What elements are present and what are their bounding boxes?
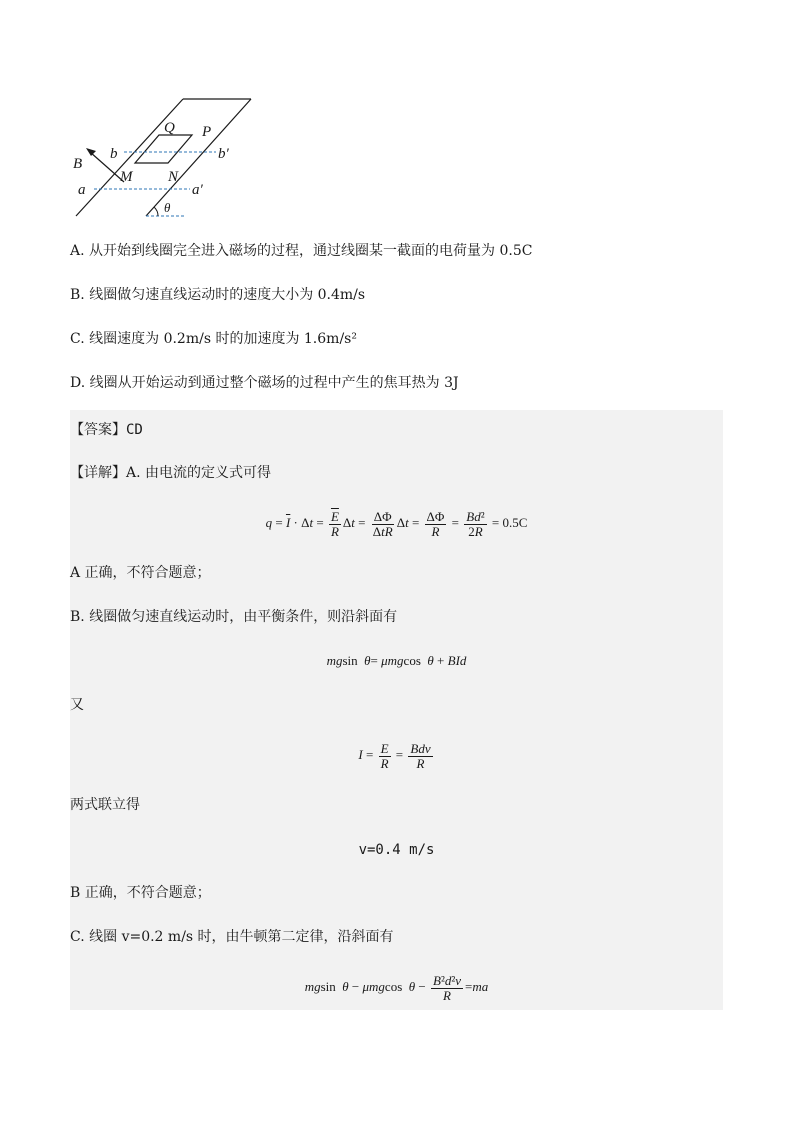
label-p: P: [202, 124, 212, 140]
label-a-prime: a′: [192, 182, 203, 198]
label-a: a: [78, 182, 86, 198]
arrowhead-icon: [86, 148, 96, 156]
velocity-result: v=0.4 m/s: [358, 842, 435, 858]
detail-a-text: A. 由电流的定义式可得: [126, 465, 272, 481]
label-n: N: [168, 169, 179, 185]
label-b-prime: b′: [218, 146, 229, 162]
detail-a-intro: [70, 463, 723, 483]
equation-balance: mgsin θ= μmgcos θ + BId: [326, 653, 467, 668]
detail-b-conclusion: B 正确，不符合题意；: [70, 885, 211, 901]
label-theta: θ: [164, 200, 171, 215]
detail-a-conclusion: A 正确，不符合题意；: [70, 565, 211, 581]
equation-newton: mgsin θ − μmgcos θ − $\frac{\text{B²d²v}}{R}$ =ma: [304, 972, 489, 1003]
incline-magnetic-field-diagram: [68, 92, 268, 222]
detail-tag: 【详解】: [70, 465, 126, 481]
equation-charge: $q = \overline{I} \cdot \Delta t$ = $\frac{\overline{E}}{R}$ Δt = $\frac{\Delta\Phi}{\text{ΔtR}}$ Δt = $\frac{\Delta\Phi}{R}$ = $\frac{\text{Bd²}}{2R}$ = 0.5C: [265, 508, 528, 539]
option-c: C. 线圈速度为 0.2m/s 时的加速度为 1.6m/s²: [70, 331, 357, 347]
equation-current: I = $\frac{E}{R}$ = $\frac{\text{Bdv}}{R}$: [358, 740, 431, 771]
option-b: B. 线圈做匀速直线运动时的速度大小为 0.4m/s: [70, 287, 366, 303]
detail-b-intro: B. 线圈做匀速直线运动时，由平衡条件，则沿斜面有: [70, 609, 398, 625]
field-b-arrow: [90, 152, 124, 182]
label-b: b: [110, 146, 118, 162]
detail-c-intro: C. 线圈 v=0.2 m/s 时，由牛顿第二定律，沿斜面有: [70, 929, 394, 945]
label-q: Q: [164, 120, 175, 136]
detail-you: 又: [70, 697, 84, 713]
option-d: D. 线圈从开始运动到通过整个磁场的过程中产生的焦耳热为 3J: [70, 375, 459, 391]
equation-charge-result: = 0.5C: [491, 515, 528, 530]
answer-tag: 【答案】: [70, 422, 126, 438]
answer-value: CD: [126, 422, 143, 438]
detail-combine: 两式联立得: [70, 797, 140, 813]
answer-line: [70, 420, 723, 440]
angle-arc: [154, 207, 158, 216]
label-m: M: [120, 169, 133, 185]
option-a: A. 从开始到线圈完全进入磁场的过程，通过线圈某一截面的电荷量为 0.5C: [70, 243, 533, 259]
label-field-b: B: [73, 156, 83, 172]
coil-mnpq: [135, 135, 192, 163]
